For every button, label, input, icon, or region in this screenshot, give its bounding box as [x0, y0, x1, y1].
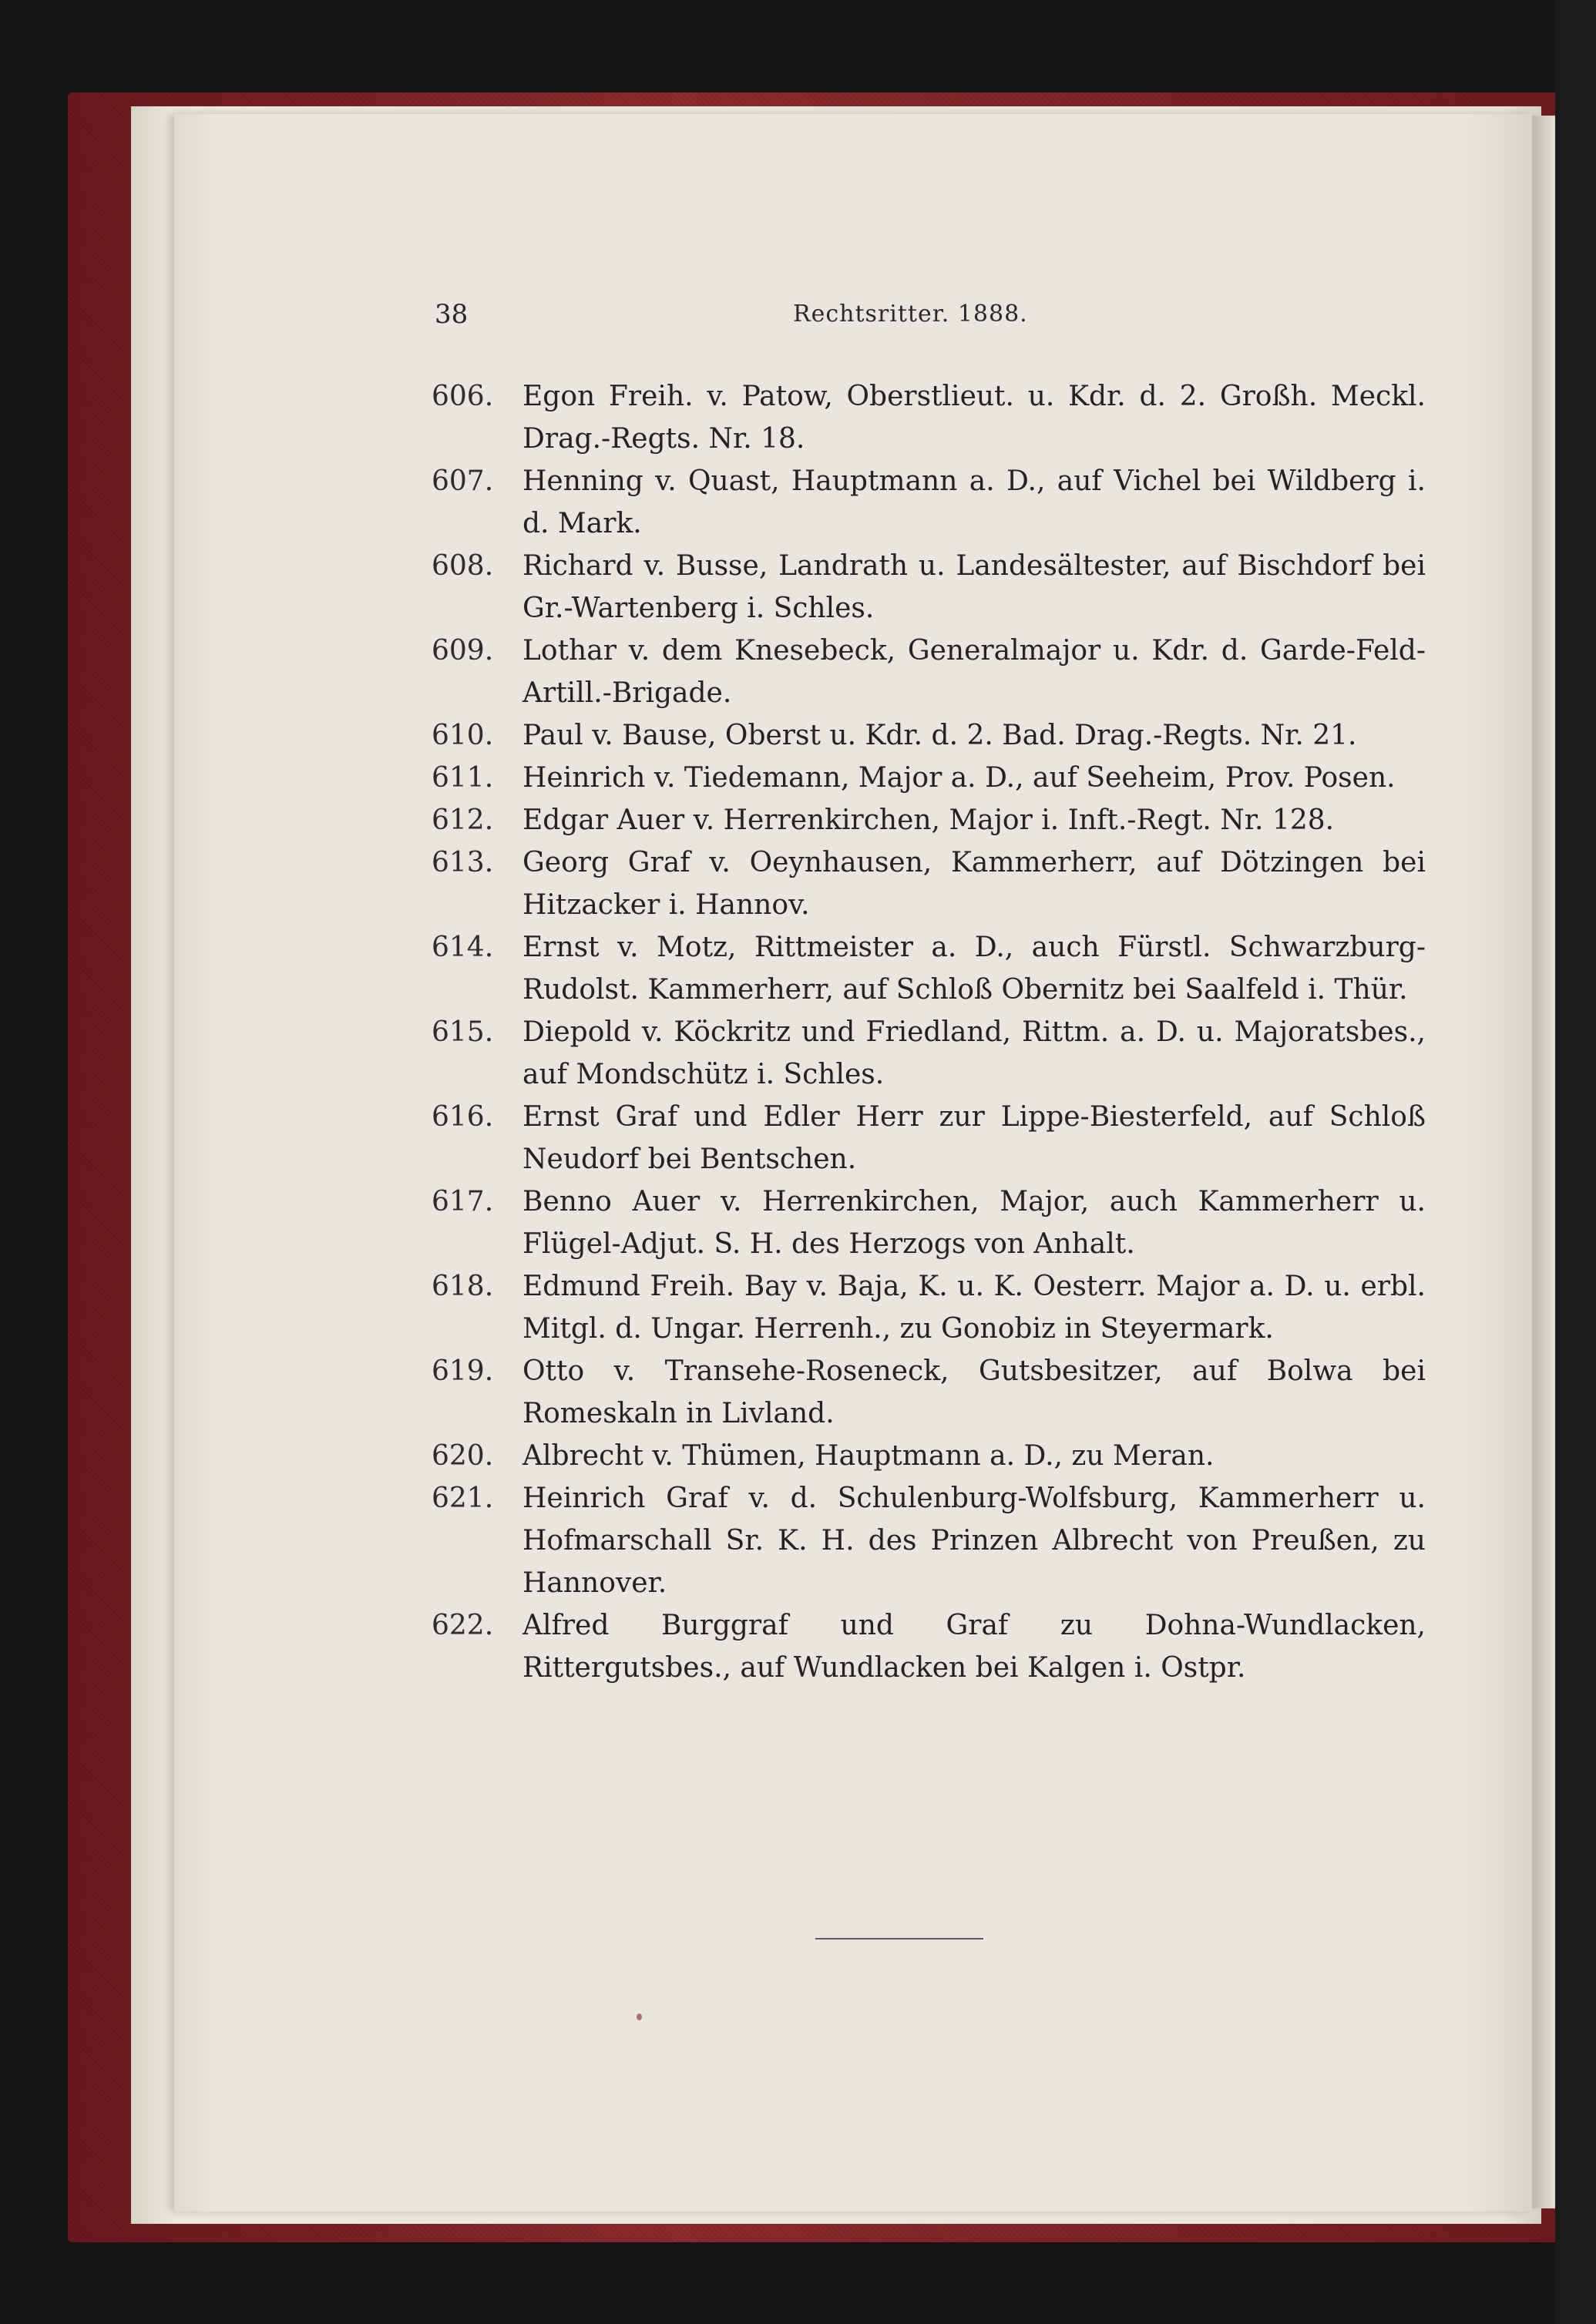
list-item — [432, 460, 1426, 545]
entry-number: 621. — [432, 1483, 494, 1514]
list-item — [432, 1435, 1426, 1477]
background — [1555, 0, 1596, 2324]
entry-number: 611. — [432, 762, 494, 794]
list-item — [432, 375, 1426, 460]
entry-text: Heinrich Graf v. d. Schulenburg-Wolfsburg, Kammerherr u. Hofmarschall Sr. K. H. des Prinzen Albrecht von Preußen, zu Hannover. — [522, 1483, 1426, 1599]
entry-text: Georg Graf v. Oeynhausen, Kammerherr, auf Dötzingen bei Hitzacker i. Hannov. — [522, 847, 1426, 921]
entry-number: 620. — [432, 1440, 494, 1472]
entry-number: 606. — [432, 381, 494, 412]
entry-text: Benno Auer v. Herrenkirchen, Major, auch Kammerherr u. Flügel-Adjut. S. H. des Herzogs von Anhalt. — [522, 1186, 1426, 1260]
page-number: 38 — [435, 299, 469, 330]
running-title: Rechtsritter. 1888. — [793, 301, 1028, 327]
entry-number: 618. — [432, 1271, 494, 1302]
list-item — [432, 799, 1426, 841]
list-item — [432, 545, 1426, 630]
entry-text: Albrecht v. Thümen, Hauptmann a. D., zu Meran. — [522, 1440, 1215, 1472]
list-item — [432, 926, 1426, 1011]
list-item — [432, 630, 1426, 714]
list-item — [432, 1180, 1426, 1265]
entry-number: 613. — [432, 847, 494, 878]
list-item — [432, 1265, 1426, 1350]
entry-text: Edmund Freih. Bay v. Baja, K. u. K. Oesterr. Major a. D. u. erbl. Mitgl. d. Ungar. Herrenh., zu Gonobiz in Steyermark. — [522, 1271, 1426, 1345]
entry-number: 617. — [432, 1186, 494, 1217]
entry-number: 607. — [432, 465, 494, 497]
entry-text: Edgar Auer v. Herrenkirchen, Major i. Inft.-Regt. Nr. 128. — [522, 804, 1335, 836]
entry-number: 608. — [432, 550, 494, 582]
entry-list — [432, 375, 1426, 1689]
paper-speck — [637, 2013, 642, 2020]
entry-number: 615. — [432, 1016, 494, 1048]
entry-number: 609. — [432, 635, 494, 667]
entry-text: Heinrich v. Tiedemann, Major a. D., auf Seeheim, Prov. Posen. — [522, 762, 1396, 794]
page-header — [435, 299, 1398, 338]
entry-number: 614. — [432, 932, 494, 963]
entry-text: Ernst v. Motz, Rittmeister a. D., auch Fürstl. Schwarzburg-Rudolst. Kammerherr, auf Schloß Obernitz bei Saalfeld i. Thür. — [522, 932, 1426, 1006]
list-item — [432, 714, 1426, 757]
entry-text: Richard v. Busse, Landrath u. Landesältester, auf Bischdorf bei Gr.-Wartenberg i. Schles. — [522, 550, 1426, 624]
entry-number: 619. — [432, 1355, 494, 1387]
list-item — [432, 1011, 1426, 1096]
entry-number: 616. — [432, 1101, 494, 1133]
entry-text: Diepold v. Köckritz und Friedland, Rittm. a. D. u. Majoratsbes., auf Mondschütz i. Schles. — [522, 1016, 1426, 1090]
entry-text: Henning v. Quast, Hauptmann a. D., auf Vichel bei Wildberg i. d. Mark. — [522, 465, 1426, 539]
entry-text: Otto v. Transehe-Roseneck, Gutsbesitzer, auf Bolwa bei Romeskaln in Livland. — [522, 1355, 1426, 1429]
list-item — [432, 757, 1426, 799]
list-item — [432, 1604, 1426, 1689]
list-item — [432, 1477, 1426, 1604]
entry-text: Lothar v. dem Knesebeck, Generalmajor u. Kdr. d. Garde-Feld-Artill.-Brigade. — [522, 635, 1426, 709]
entry-text: Paul v. Bause, Oberst u. Kdr. d. 2. Bad. Drag.-Regts. Nr. 21. — [522, 720, 1357, 751]
closing-rule — [815, 1938, 983, 1939]
entry-number: 622. — [432, 1610, 494, 1641]
entry-text: Ernst Graf und Edler Herr zur Lippe-Biesterfeld, auf Schloß Neudorf bei Bentschen. — [522, 1101, 1426, 1175]
list-item — [432, 1096, 1426, 1180]
entry-text: Alfred Burggraf und Graf zu Dohna-Wundlacken, Rittergutsbes., auf Wundlacken bei Kalgen i. Ostpr. — [522, 1610, 1426, 1684]
entry-number: 610. — [432, 720, 494, 751]
entry-text: Egon Freih. v. Patow, Oberstlieut. u. Kdr. d. 2. Großh. Meckl. Drag.-Regts. Nr. 18. — [522, 381, 1426, 455]
list-item — [432, 1350, 1426, 1435]
entry-number: 612. — [432, 804, 494, 836]
list-item — [432, 841, 1426, 926]
